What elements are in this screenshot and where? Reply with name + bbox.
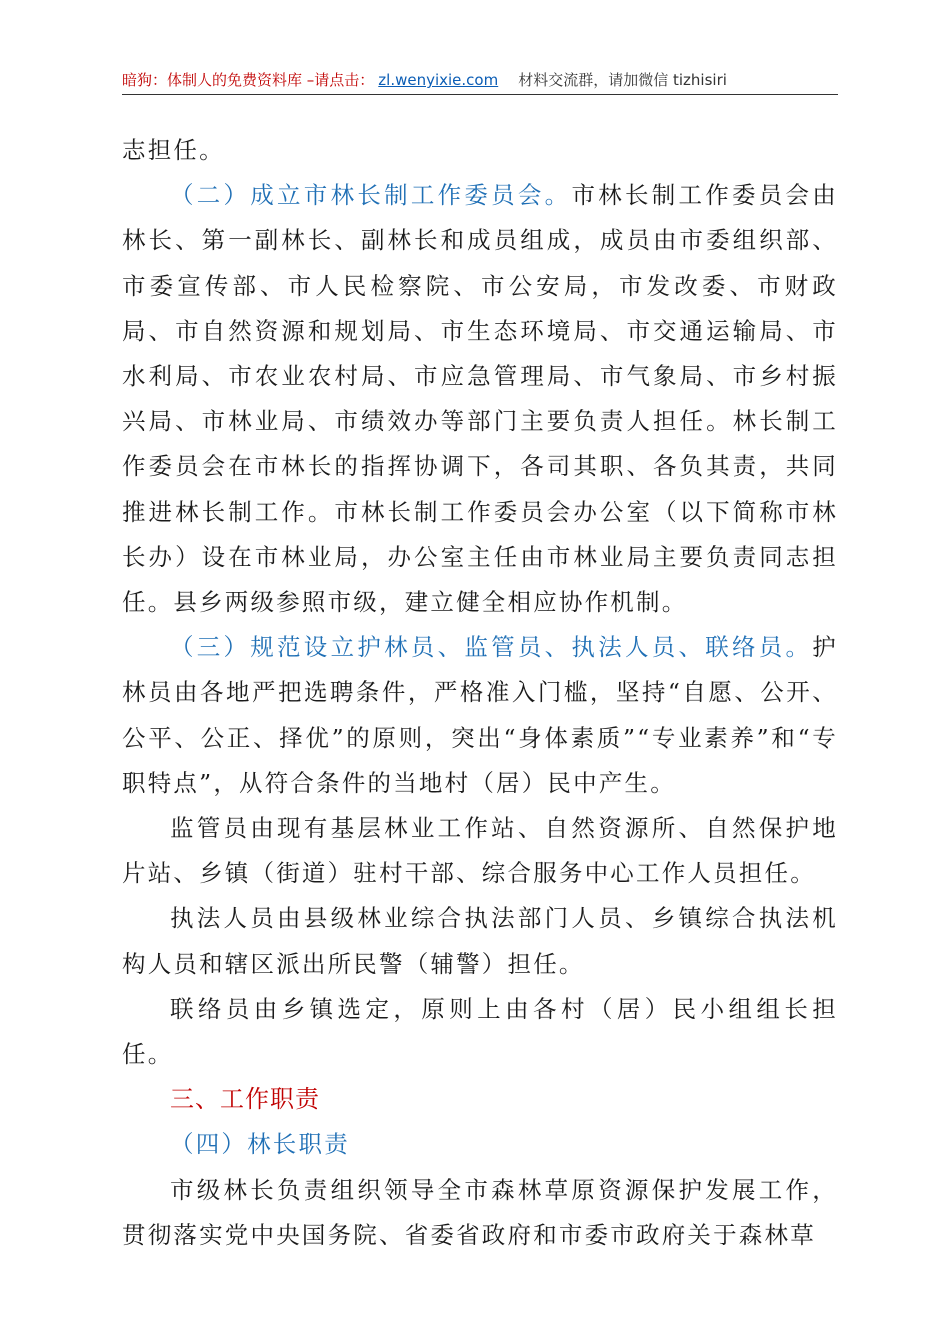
paragraph-chief-duties: 市级林长负责组织领导全市森林草原资源保护发展工作，贯彻落实党中央国务院、省委省政府和市委市政府关于森林草 bbox=[122, 1175, 838, 1249]
section-heading-duties: 三、工作职责 bbox=[170, 1085, 320, 1114]
paragraph-enforcement: 执法人员由县级林业综合执法部门人员、乡镇综合执法机构人员和辖区派出所民警（辅警）担任。 bbox=[122, 904, 838, 978]
header-link[interactable]: zl.wenyixie.com bbox=[378, 71, 499, 89]
paragraph-committee-body: 市林长制工作委员会由林长、第一副林长、副林长和成员组成，成员由市委组织部、市委宣传部、市人民检察院、市公安局，市发改委、市财政局、市自然资源和规划局、市生态环境局、市交通运输局、市水利局、市农业农村局、市应急管理局、市气象局、市乡村振兴局、市林业局、市绩效办等部门主要负责人担任。林长制工作委员会在市林长的指挥协调下，各司其职、各负其责，共同推进林长制工作。市林长制工作委员会办公室（以下简称市林长办）设在市林业局，办公室主任由市林业局主要负责同志担任。县乡两级参照市级，建立健全相应协作机制。 bbox=[122, 181, 838, 617]
paragraph-staff-body: 护林员由各地严把选聘条件，严格准入门槛，坚持“自愿、公开、公平、公正、择优”的原则，突出“身体素质”“专业素养”和“专职特点”，从符合条件的当地村（居）民中产生。 bbox=[122, 633, 838, 797]
paragraph-continuation: 志担任。 bbox=[122, 136, 225, 164]
paragraph-supervisors: 监管员由现有基层林业工作站、自然资源所、自然保护地片站、乡镇（街道）驻村干部、综合服务中心工作人员担任。 bbox=[122, 814, 838, 888]
paragraph-staff bbox=[122, 625, 838, 806]
paragraph-liaison: 联络员由乡镇选定，原则上由各村（居）民小组组长担任。 bbox=[122, 994, 838, 1069]
document-body bbox=[122, 128, 838, 1258]
header-contact: 材料交流群，请加微信 tizhisiri bbox=[518, 71, 727, 89]
subheading-staff: （三）规范设立护林员、监管员、执法人员、联络员。 bbox=[170, 633, 813, 662]
page-header bbox=[122, 66, 838, 95]
header-label: 暗狗：体制人的免费资料库 –请点击： bbox=[122, 71, 375, 89]
subheading-committee: （二）成立市林长制工作委员会。 bbox=[170, 181, 572, 210]
paragraph-committee bbox=[122, 173, 838, 625]
subheading-chief-duties: （四）林长职责 bbox=[170, 1130, 350, 1159]
